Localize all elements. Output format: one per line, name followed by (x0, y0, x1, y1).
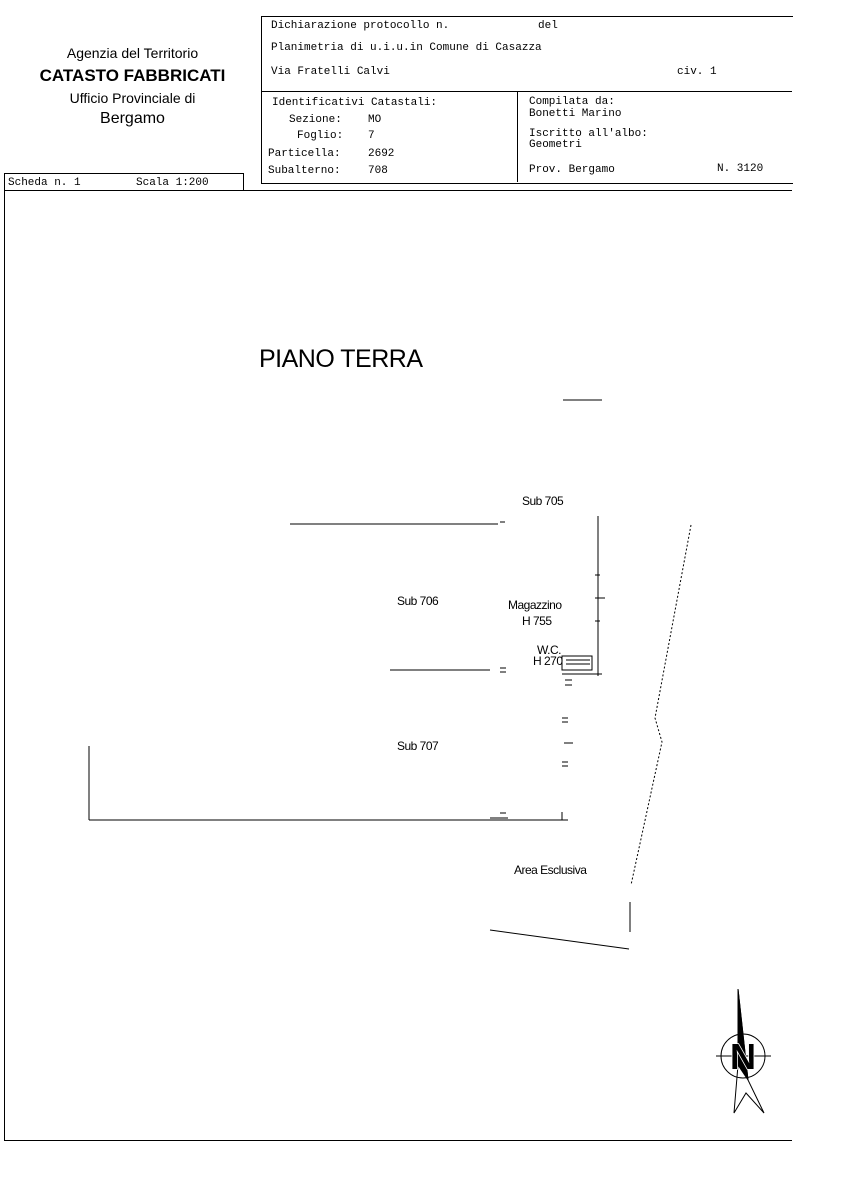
protocol-del-label: del (538, 20, 558, 32)
floor-title: PIANO TERRA (259, 345, 423, 373)
subalterno-value: 708 (368, 165, 388, 177)
registration-number: N. 3120 (717, 163, 764, 175)
label-sub-706: Sub 706 (397, 594, 439, 608)
agency-city: Bergamo (100, 110, 165, 127)
civic-number: civ. 1 (677, 66, 717, 78)
agency-name: Agenzia del Territorio (66, 45, 199, 61)
albo-value: Geometri (529, 139, 582, 151)
label-area-esclusiva: Area Esclusiva (514, 863, 587, 877)
foglio-value: 7 (368, 130, 375, 142)
north-arrow-letter: N (730, 1036, 756, 1077)
label-wc-height: H 270 (533, 654, 563, 668)
sheet-scale: Scala 1:200 (136, 177, 209, 189)
label-sub-705: Sub 705 (522, 494, 564, 508)
label-magazzino: Magazzino (508, 598, 562, 612)
compiler-name: Bonetti Marino (529, 108, 622, 120)
plan-area-bottom (490, 930, 629, 949)
province-text: Prov. Bergamo (529, 164, 615, 176)
label-magazzino-height: H 755 (522, 614, 552, 628)
foglio-label: Foglio: (297, 130, 344, 142)
planimetria-text: Planimetria di u.i.u.in Comune di Casazza (271, 42, 542, 54)
subalterno-label: Subalterno: (268, 165, 341, 177)
compiler-heading: Compilata da: (529, 96, 615, 108)
sezione-value: MO (368, 114, 382, 126)
sezione-label: Sezione: (289, 114, 342, 126)
agency-office: Ufficio Provinciale di (69, 90, 196, 106)
protocol-label: Dichiarazione protocollo n. (271, 20, 450, 32)
north-arrow-icon (712, 985, 778, 1117)
plan-wc-box (562, 656, 592, 670)
address-text: Via Fratelli Calvi (271, 66, 390, 78)
label-wc: W.C. (537, 643, 561, 657)
identifiers-heading: Identificativi Catastali: (272, 97, 438, 109)
label-sub-707: Sub 707 (397, 739, 439, 753)
plan-boundary-dashed (631, 525, 691, 885)
agency-department: CATASTO FABBRICATI (39, 66, 226, 85)
albo-label: Iscritto all'albo: (529, 128, 648, 140)
particella-label: Particella: (268, 148, 341, 160)
sheet-number: Scheda n. 1 (8, 177, 81, 189)
particella-value: 2692 (368, 148, 395, 160)
